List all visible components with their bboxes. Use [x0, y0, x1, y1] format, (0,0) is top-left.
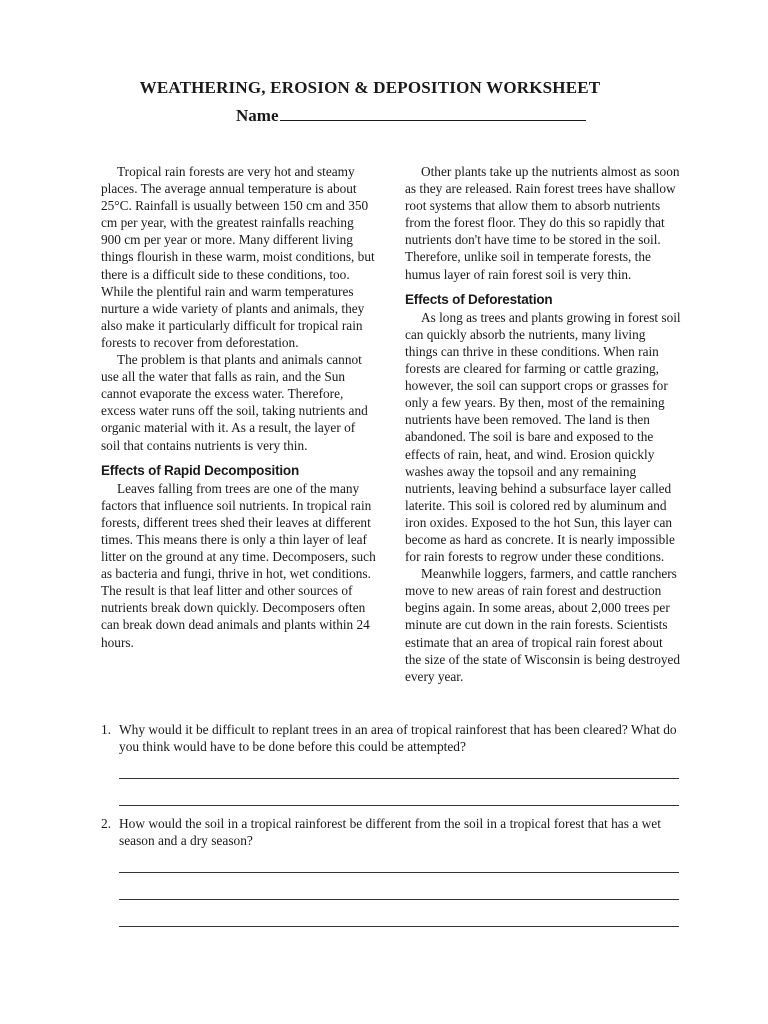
answer-line-q1-1[interactable]	[119, 778, 679, 779]
answer-line-q1-2[interactable]	[119, 805, 679, 806]
question-2	[101, 815, 686, 849]
answer-line-q2-2[interactable]	[119, 899, 679, 900]
question-1-number: 1.	[101, 722, 112, 737]
answer-line-q2-3[interactable]	[119, 926, 679, 927]
question-1	[101, 721, 686, 755]
right-paragraph-1: Other plants take up the nutrients almost as soon as they are released. Rain forest trees have shallow root systems that allow them to absorb nutrients from the forest floor. They do this so rapidly that nutrients don't have time to be stored in the soil. Therefore, unlike soil in temperate forests, the humus layer of rain forest soil is very thin.	[405, 164, 680, 282]
name-label: Name	[236, 106, 279, 125]
left-paragraph-2: The problem is that plants and animals cannot use all the water that falls as rain, and the Sun cannot evaporate the excess water. Therefore, excess water runs off the soil, taking nutrients and organic material with it. As a result, the layer of soil that contains nutrients is very thin.	[101, 352, 368, 453]
heading-rapid-decomposition: Effects of Rapid Decomposition	[101, 462, 300, 478]
heading-deforestation: Effects of Deforestation	[405, 291, 553, 307]
worksheet-title: WEATHERING, EROSION & DEPOSITION WORKSHEET	[139, 78, 601, 97]
name-blank-line[interactable]	[280, 103, 586, 121]
name-field	[236, 103, 586, 126]
question-1-text: Why would it be difficult to replant trees in an area of tropical rainforest that has been cleared? What do you think would have to be done before this could be attempted?	[119, 722, 677, 754]
left-column	[101, 163, 376, 651]
left-paragraph-1: Tropical rain forests are very hot and steamy places. The average annual temperature is about 25°C. Rainfall is usually between 150 cm and 350 cm per year, with the greatest rainfalls reaching 900 cm per year or more. Many different living things flourish in these warm, moist conditions, but there is a difficult side to these conditions, too. While the plentiful rain and warm temperatures nurture a wide variety of plants and animals, they also make it particularly difficult for tropical rain forests to recover from deforestation.	[101, 164, 375, 350]
right-column	[405, 163, 681, 685]
question-2-text: How would the soil in a tropical rainforest be different from the soil in a tropical forest that has a wet season and a dry season?	[119, 816, 661, 848]
left-paragraph-3: Leaves falling from trees are one of the many factors that influence soil nutrients. In tropical rain forests, different trees shed their leaves at different times. This means there is only a thin layer of leaf litter on the ground at any time. Decomposers, such as bacteria and fungi, thrive in hot, wet conditions. The result is that leaf litter and other sources of nutrients break down quickly. Decomposers often can break down dead animals and plants within 24 hours.	[101, 480, 376, 650]
question-2-number: 2.	[101, 816, 112, 831]
right-paragraph-3: Meanwhile loggers, farmers, and cattle ranchers move to new areas of rain forest and destruction begins again. In some areas, about 2,000 trees per minute are cut down in the rain forests. Scientists estimate that an area of tropical rain forest about the size of the state of Wisconsin is being destroyed every year.	[405, 566, 681, 684]
answer-line-q2-1[interactable]	[119, 872, 679, 873]
right-paragraph-2: As long as trees and plants growing in forest soil can quickly absorb the nutrients, many living things can thrive in these conditions. When rain forests are cleared for farming or cattle grazing, however, the soil can support crops or grasses for only a few years. By then, most of the remaining nutrients have been removed. The land is then abandoned. The soil is bare and exposed to the effects of rain, heat, and wind. Erosion quickly washes away the topsoil and any remaining nutrients, leaving behind a subsurface layer called laterite. This soil is colored red by aluminum and iron oxides. Exposed to the hot Sun, this layer can become as hard as concrete. It is nearly impossible for rain forests to regrow under these conditions.	[405, 309, 681, 565]
